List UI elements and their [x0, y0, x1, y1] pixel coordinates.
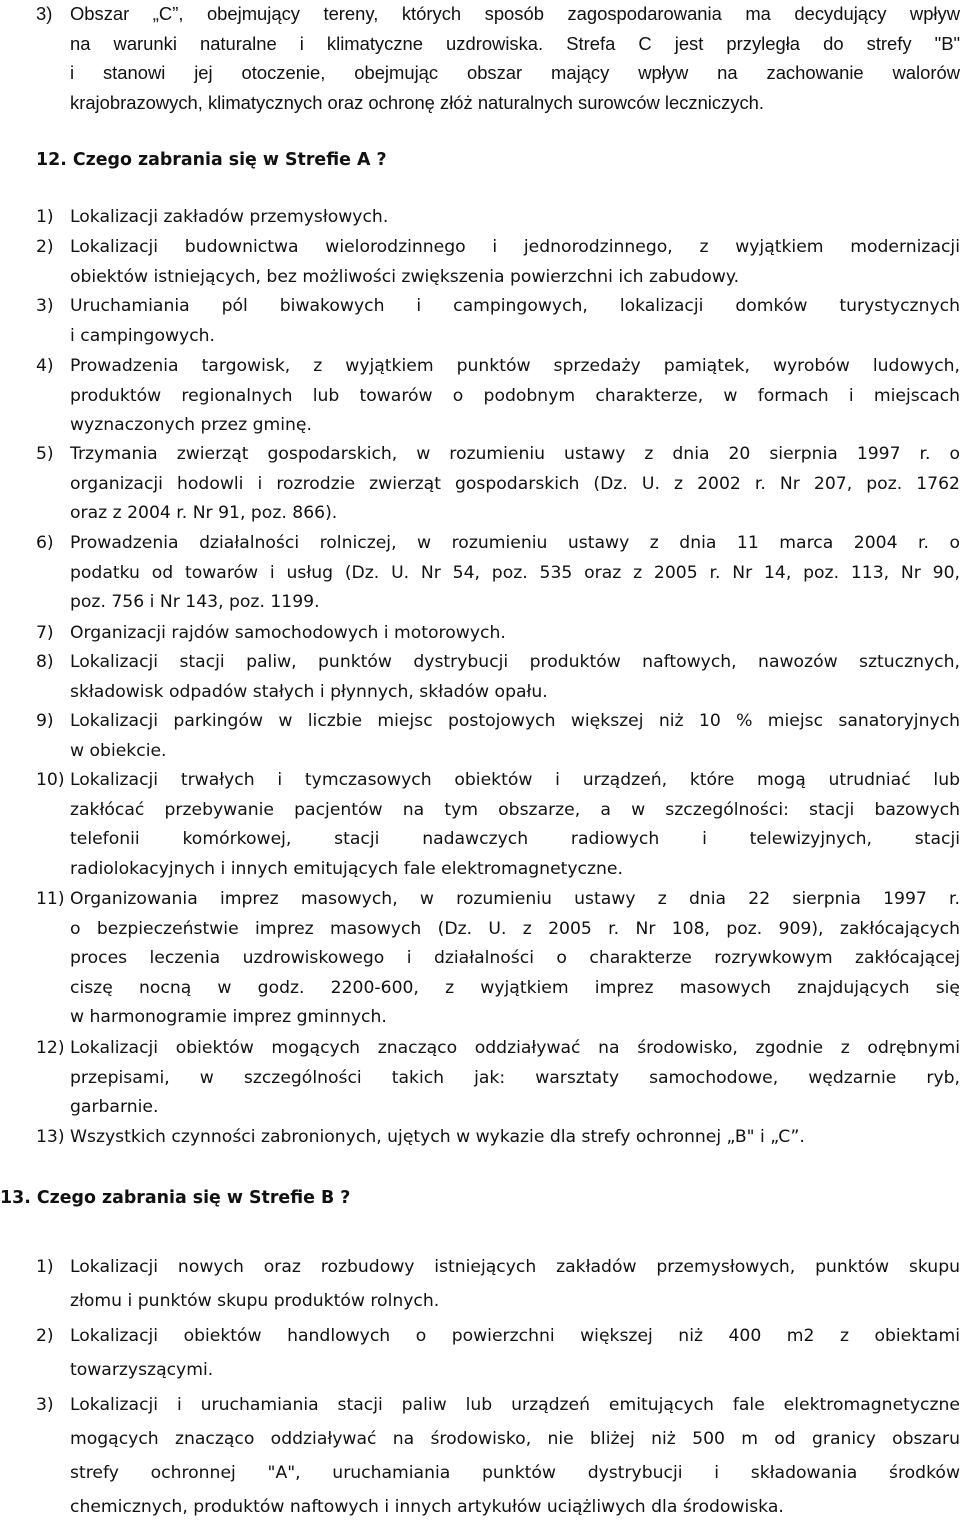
- text-line: garbarnie.: [70, 1097, 159, 1118]
- list-item: [0, 292, 960, 351]
- list-number: 12): [36, 1038, 65, 1058]
- list-item: [0, 440, 960, 529]
- text-line: Lokalizacji obiektów handlowych o powierzchni większej niż 400 m2 z obiektami: [70, 1326, 960, 1346]
- section-heading-12: 12. Czego zabrania się w Strefie A ?: [36, 150, 387, 170]
- text-line: Obszar „C”, obejmujący tereny, których sposób zagospodarowania ma decydujący wpływ: [70, 3, 960, 24]
- text-line: złomu i punktów skupu produktów rolnych.: [70, 1291, 440, 1311]
- text-line: Uruchamiania pól biwakowych i campingowych, lokalizacji domków turystycznych: [70, 296, 960, 316]
- text-line: towarzyszącymi.: [70, 1360, 214, 1380]
- text-line: Prowadzenia targowisk, z wyjątkiem punktów sprzedaży pamiątek, wyrobów ludowych,: [70, 356, 960, 376]
- list-item-text: [70, 440, 960, 529]
- list-number: 2): [36, 1326, 54, 1346]
- list-item-text: [70, 1319, 960, 1387]
- section-heading-13: 13. Czego zabrania się w Strefie B ?: [0, 1188, 351, 1208]
- text-line: w obiekcie.: [70, 740, 167, 761]
- text-line: Organizowania imprez masowych, w rozumieniu ustawy z dnia 22 sierpnia 1997 r.: [70, 889, 960, 909]
- list-number: 1): [36, 207, 54, 227]
- list-number: 11): [36, 889, 65, 909]
- text-line: Wszystkich czynności zabronionych, ujętych w wykazie dla strefy ochronnej „B" i „C”.: [70, 1127, 805, 1147]
- list-number: 1): [36, 1257, 54, 1277]
- text-line: Lokalizacji nowych oraz rozbudowy istniejących zakładów przemysłowych, punktów skupu: [70, 1257, 960, 1277]
- list-item: [0, 1319, 960, 1387]
- text-line: Lokalizacji parkingów w liczbie miejsc postojowych większej niż 10 % miejsc sanatoryjnych: [70, 711, 960, 731]
- text-line: Lokalizacji zakładów przemysłowych.: [70, 207, 389, 227]
- text-line: zakłócać przebywanie pacjentów na tym obszarze, a w szczególności: stacji bazowych: [70, 799, 960, 820]
- list-item-text: [70, 1034, 960, 1123]
- list-item-text: [70, 885, 960, 1033]
- text-line: podatku od towarów i usług (Dz. U. Nr 54, poz. 535 oraz z 2005 r. Nr 14, poz. 113, Nr 90,: [70, 562, 960, 583]
- text-line: ciszę nocną w godz. 2200-600, z wyjątkiem imprez masowych znajdujących się: [70, 977, 960, 998]
- text-line: i campingowych.: [70, 325, 216, 346]
- list-item-text: [70, 1250, 960, 1318]
- text-line: w harmonogramie imprez gminnych.: [70, 1007, 387, 1028]
- list-item: [0, 203, 960, 233]
- list-item-text: [70, 1388, 960, 1524]
- list-item-text: [70, 352, 960, 441]
- list-item-text: [70, 233, 960, 292]
- text-line: Lokalizacji i uruchamiania stacji paliw lub urządzeń emitujących fale elektromagnetyczne: [70, 1395, 960, 1415]
- text-line: oraz z 2004 r. Nr 91, poz. 866).: [70, 503, 338, 524]
- text-line: obiektów istniejących, bez możliwości zwiększenia powierzchni ich zabudowy.: [70, 266, 740, 287]
- list-item-text: [70, 619, 960, 649]
- text-line: Prowadzenia działalności rolniczej, w rozumieniu ustawy z dnia 11 marca 2004 r. o: [70, 533, 960, 553]
- list-number: 10): [36, 770, 65, 790]
- list-item: [0, 885, 960, 1033]
- list-number: 5): [36, 444, 54, 464]
- list-item-text: [70, 0, 960, 117]
- list-number: 9): [36, 711, 54, 731]
- list-item: [0, 529, 960, 618]
- text-line: wyznaczonych przez gminę.: [70, 415, 312, 436]
- list-item-text: [70, 648, 960, 707]
- list-item-text: [70, 203, 960, 233]
- list-number: 2): [36, 237, 54, 257]
- text-line: telefonii komórkowej, stacji nadawczych radiowych i telewizyjnych, stacji: [70, 829, 960, 850]
- list-item: [0, 1250, 960, 1318]
- list-number: 13): [36, 1127, 65, 1147]
- list-item-text: [70, 292, 960, 351]
- list-item: [0, 1123, 960, 1153]
- text-line: Lokalizacji budownictwa wielorodzinnego i jednorodzinnego, z wyjątkiem modernizacji: [70, 237, 960, 257]
- list-number: 3): [36, 3, 53, 24]
- text-line: Lokalizacji trwałych i tymczasowych obiektów i urządzeń, które mogą utrudniać lub: [70, 770, 960, 790]
- text-line: strefy ochronnej "A", uruchamiania punktów dystrybucji i składowania środków: [70, 1463, 960, 1483]
- list-number: 3): [36, 1395, 54, 1415]
- list-item-text: [70, 529, 960, 618]
- text-line: przepisami, w szczególności takich jak: warsztaty samochodowe, wędzarnie ryb,: [70, 1067, 960, 1088]
- text-line: i stanowi jej otoczenie, obejmując obszar mający wpływ na zachowanie walorów: [70, 62, 960, 84]
- text-line: Lokalizacji obiektów mogących znacząco oddziaływać na środowisko, zgodnie z odrębnymi: [70, 1038, 960, 1058]
- list-item: [0, 707, 960, 766]
- text-line: organizacji hodowli i rozrodzie zwierząt gospodarskich (Dz. U. z 2002 r. Nr 207, poz. 1762: [70, 473, 960, 494]
- intro-list-item: [0, 0, 960, 117]
- list-item: [0, 352, 960, 441]
- text-line: o bezpieczeństwie imprez masowych (Dz. U. z 2005 r. Nr 108, poz. 909), zakłócających: [70, 918, 960, 939]
- text-line: produktów regionalnych lub towarów o podobnym charakterze, w formach i miejscach: [70, 385, 960, 406]
- text-line: mogących znacząco oddziaływać na środowisko, nie bliżej niż 500 m od granicy obszaru: [70, 1429, 960, 1449]
- list-number: 3): [36, 296, 54, 316]
- list-item: [0, 1388, 960, 1524]
- text-line: proces leczenia uzdrowiskowego i działalności o charakterze rozrywkowym zakłócającej: [70, 948, 960, 969]
- text-line: na warunki naturalne i klimatyczne uzdrowiska. Strefa C jest przyległa do strefy "B": [70, 32, 960, 54]
- text-line: Lokalizacji stacji paliw, punktów dystrybucji produktów naftowych, nawozów sztucznych,: [70, 652, 960, 672]
- list-item: [0, 648, 960, 707]
- list-item: [0, 766, 960, 884]
- text-line: Organizacji rajdów samochodowych i motorowych.: [70, 623, 506, 643]
- text-line: radiolokacyjnych i innych emitujących fale elektromagnetyczne.: [70, 858, 623, 879]
- list-item-text: [70, 766, 960, 884]
- list-item-text: [70, 707, 960, 766]
- text-line: składowisk odpadów stałych i płynnych, składów opału.: [70, 681, 548, 702]
- list-number: 8): [36, 652, 54, 672]
- list-number: 4): [36, 356, 54, 376]
- list-item: [0, 619, 960, 649]
- list-number: 7): [36, 623, 54, 643]
- list-item-text: [70, 1123, 960, 1153]
- text-line: krajobrazowych, klimatycznych oraz ochronę złóż naturalnych surowców leczniczych.: [70, 91, 765, 113]
- text-line: Trzymania zwierząt gospodarskich, w rozumieniu ustawy z dnia 20 sierpnia 1997 r. o: [70, 444, 960, 464]
- list-item: [0, 233, 960, 292]
- text-line: chemicznych, produktów naftowych i innych artykułów uciążliwych dla środowiska.: [70, 1497, 784, 1517]
- text-line: poz. 756 i Nr 143, poz. 1199.: [70, 592, 320, 613]
- list-item: [0, 1034, 960, 1123]
- list-number: 6): [36, 533, 54, 553]
